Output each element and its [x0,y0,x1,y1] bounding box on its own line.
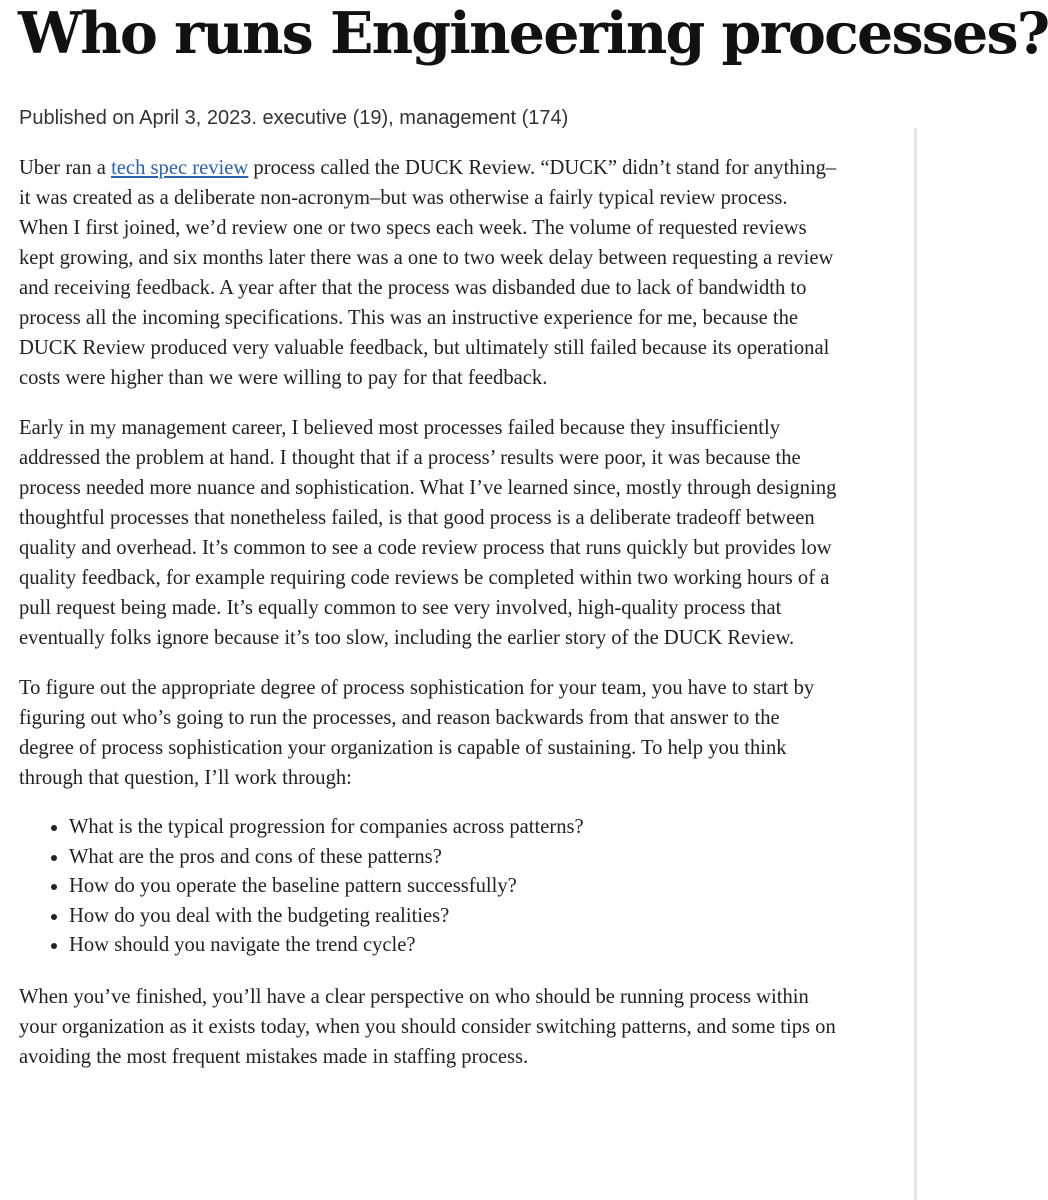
paragraph-intro [19,153,839,393]
tag-management-link[interactable]: management (174) [399,107,569,129]
tag-separator: , [388,107,400,129]
paragraph-career: Early in my management career, I believed most processes failed because they insufficiently addressed the problem at hand. I thought that if a process’ results were poor, it was because the process needed more nuance and sophistication. What I’ve learned since, mostly through designing thoughtful processes that nonetheless failed, is that good process is a deliberate tradeoff between quality and overhead. It’s common to see a code review process that runs quickly but provides low quality feedback, for example requiring code reviews be completed within two working hours of a pull request being made. It’s equally common to see very involved, high-quality process that eventually folks ignore because it’s too slow, including the earlier story of the DUCK Review. [19,417,837,649]
list-item: • What are the pros and cons of these patterns? [69,843,839,873]
tag-executive-link[interactable]: executive (19) [262,107,389,129]
paragraph-conclusion: When you’ve finished, you’ll have a clear perspective on who should be running process within your organization as it exists today, when you should consider switching patterns, and some tips on avoiding the most frequent mistakes made in staffing process. [19,985,836,1068]
paragraph-approach: To figure out the appropriate degree of process sophistication for your team, you have to start by figuring out who’s going to run the processes, and reason backwards from that answer to the degree of process sophistication your organization is capable of sustaining. To help you think through that question, I’ll work through: [19,677,815,789]
article-meta [19,105,568,131]
list-item: • What is the typical progression for companies across patterns? [69,813,839,843]
list-item: • How do you deal with the budgeting realities? [69,902,839,932]
article-body [19,153,839,1092]
scrollbar-track[interactable] [914,128,917,1200]
questions-list [19,813,839,961]
paragraph-intro-rest: process called the DUCK Review. “DUCK” didn’t stand for anything–it was created as a deliberate non-acronym–but was otherwise a fairly typical review process. When I first joined, we’d review one or two specs each week. The volume of requested reviews kept growing, and six months later there was a one to two week delay between requesting a review and receiving feedback. A year after that the process was disbanded due to lack of bandwidth to process all the incoming specifications. This was an instructive experience for me, because the DUCK Review produced very valuable feedback, but ultimately still failed because its operational costs were higher than we were willing to pay for that feedback. [19,157,837,389]
article-title: Who runs Engineering processes? [18,0,1048,67]
tech-spec-review-link[interactable]: tech spec review [111,157,249,179]
paragraph-intro-start: Uber ran a [19,157,112,179]
list-item: • How should you navigate the trend cycle? [69,931,839,961]
list-item: • How do you operate the baseline pattern successfully? [69,872,839,902]
published-label: Published on [19,107,140,129]
published-date: April 3, 2023 [139,107,252,129]
meta-separator: . [251,107,263,129]
